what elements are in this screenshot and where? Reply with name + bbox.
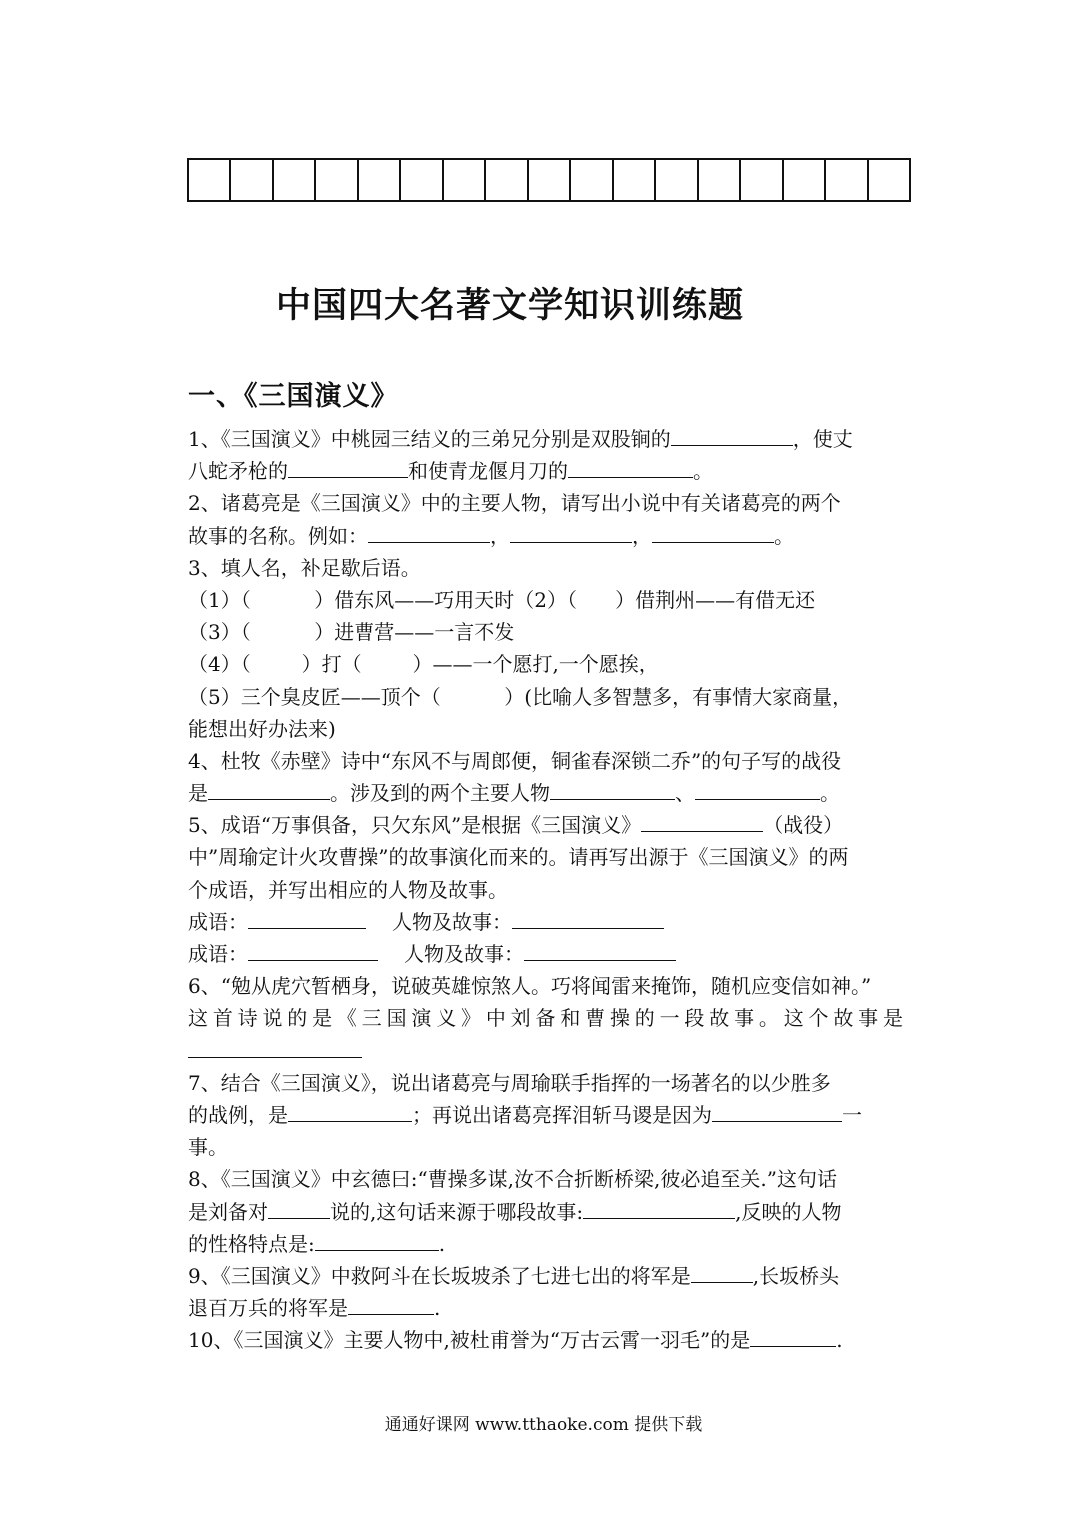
answer-blank[interactable]	[524, 938, 676, 961]
box-cell	[571, 160, 613, 200]
section-heading: 一、《三国演义》	[188, 381, 399, 412]
text: 和使青龙偃月刀的	[408, 459, 568, 484]
text: 4、杜牧《赤壁》诗中“东风不与周郎便，铜雀春深锁二乔”的句子写的战役	[188, 748, 842, 773]
text: ,反映的人物	[735, 1199, 842, 1224]
text: （1）（ ）借东风——巧用天时（2）（ ）借荆州——有借无还	[188, 587, 816, 612]
box-cell	[826, 160, 868, 200]
text: 人物及故事：	[392, 909, 512, 934]
q5-line2	[188, 841, 903, 873]
text: 事。	[188, 1135, 228, 1160]
answer-blank[interactable]	[248, 906, 366, 929]
q3-line6	[188, 713, 903, 745]
text: ，	[490, 523, 510, 548]
box-cell	[359, 160, 401, 200]
text: 个成语，并写出相应的人物及故事。	[188, 877, 508, 902]
q3-line2	[188, 584, 903, 616]
q8-line1	[188, 1163, 903, 1195]
text: ,长坂桥头	[752, 1263, 840, 1288]
footer-credit: 通通好课网 www.tthaoke.com 提供下载	[384, 1415, 703, 1435]
page-title: 中国四大名著文学知识训练题	[275, 285, 744, 326]
text: .	[438, 1231, 446, 1256]
q8-line2	[188, 1196, 903, 1228]
question-body	[188, 423, 903, 1356]
text: 7、结合《三国演义》，说出诸葛亮与周瑜联手指挥的一场著名的以少胜多	[188, 1070, 831, 1095]
answer-blank[interactable]	[583, 1196, 735, 1219]
text: 是	[188, 781, 208, 806]
answer-blank[interactable]	[288, 455, 408, 478]
text: 8、《三国演义》中玄德曰:“曹操多谋,汝不合折断桥梁,彼必追至关.”这句话	[188, 1167, 837, 1192]
q1-line2	[188, 455, 903, 487]
q7-line1	[188, 1067, 903, 1099]
q2-line2	[188, 520, 903, 552]
box-cell	[274, 160, 316, 200]
box-cell	[444, 160, 486, 200]
q5-line1	[188, 809, 903, 841]
text: 10、《三国演义》主要人物中,被杜甫誉为“万古云霄一羽毛”的是	[188, 1328, 751, 1353]
text: 退百万兵的将军是	[188, 1296, 348, 1321]
answer-blank[interactable]	[268, 1196, 330, 1219]
answer-blank[interactable]	[512, 906, 664, 929]
q8-line3	[188, 1228, 903, 1260]
q1-line1	[188, 423, 903, 455]
text: 。	[774, 523, 794, 548]
q3-line3	[188, 616, 903, 648]
box-cell	[316, 160, 358, 200]
q10-line1	[188, 1324, 903, 1356]
text: （战役）	[763, 813, 844, 838]
box-cell	[529, 160, 571, 200]
text: 这首诗说的是《三国演义》中刘备和曹操的一段故事。这个故事是	[188, 1006, 903, 1031]
text: 3、填人名，补足歇后语。	[188, 555, 421, 580]
answer-blank[interactable]	[510, 520, 632, 543]
answer-blank[interactable]	[568, 455, 693, 478]
answer-blank[interactable]	[248, 938, 378, 961]
answer-blank[interactable]	[671, 423, 793, 446]
answer-blank[interactable]	[208, 777, 330, 800]
text: 中”周瑜定计火攻曹操”的故事演化而来的。请再写出源于《三国演义》的两	[188, 845, 849, 870]
box-cell	[231, 160, 273, 200]
text: 能想出好办法来)	[188, 716, 336, 741]
box-cell	[741, 160, 783, 200]
box-cell	[486, 160, 528, 200]
q6-line2	[188, 1002, 903, 1034]
text: 一	[842, 1102, 862, 1127]
q5-idiom1	[188, 906, 903, 938]
box-cell	[401, 160, 443, 200]
answer-blank[interactable]	[550, 777, 675, 800]
text: （5）三个臭皮匠——顶个（ ）(比喻人多智慧多，有事情大家商量，	[188, 684, 853, 709]
text: ；再说出诸葛亮挥泪斩马谡是因为	[412, 1102, 712, 1127]
text: 是刘备对	[188, 1199, 268, 1224]
q7-line2	[188, 1099, 903, 1131]
text: 1、《三国演义》中桃园三结义的三弟兄分别是双股锏的	[188, 427, 671, 451]
box-cell	[656, 160, 698, 200]
q4-line1	[188, 745, 903, 777]
answer-blank[interactable]	[750, 1324, 836, 1347]
text: 人物及故事：	[404, 942, 524, 966]
box-cell	[699, 160, 741, 200]
q3-line5	[188, 681, 903, 713]
answer-blank[interactable]	[695, 777, 820, 800]
text: 故事的名称。例如：	[188, 523, 368, 548]
box-cell	[614, 160, 656, 200]
box-cell	[189, 160, 231, 200]
box-cell	[869, 160, 909, 200]
q4-line2	[188, 777, 903, 809]
text: 。	[820, 781, 840, 806]
answer-blank[interactable]	[641, 809, 763, 832]
q2-line1	[188, 487, 903, 519]
text: （4）（ ）打（ ）——一个愿打,一个愿挨，	[188, 652, 659, 677]
name-box-grid	[187, 158, 911, 202]
q7-line3	[188, 1131, 903, 1163]
text: 说的,这句话来源于哪段故事:	[330, 1199, 584, 1224]
answer-blank[interactable]	[315, 1228, 439, 1251]
text: ，	[632, 523, 652, 548]
answer-blank[interactable]	[652, 520, 774, 543]
text: 、	[675, 781, 695, 806]
text: 9、《三国演义》中救阿斗在长坂坡杀了七进七出的将军是	[188, 1263, 691, 1288]
text: 的战例，是	[188, 1102, 288, 1127]
text: 5、成语“万事俱备，只欠东风”是根据《三国演义》	[188, 813, 642, 838]
text: 八蛇矛枪的	[188, 459, 288, 484]
answer-blank[interactable]	[188, 1035, 362, 1058]
text: ，使丈	[792, 427, 853, 451]
answer-blank[interactable]	[691, 1260, 753, 1283]
text: （3）（ ）进曹营——一言不发	[188, 620, 515, 645]
answer-blank[interactable]	[348, 1292, 434, 1315]
q6-line3	[188, 1035, 903, 1067]
text: 。涉及到的两个主要人物	[330, 781, 550, 806]
q9-line1	[188, 1260, 903, 1292]
text: 的性格特点是:	[188, 1231, 315, 1256]
answer-blank[interactable]	[712, 1099, 842, 1122]
q3-line1	[188, 552, 903, 584]
text: 成语：	[188, 942, 248, 966]
answer-blank[interactable]	[368, 520, 490, 543]
text: 2、诸葛亮是《三国演义》中的主要人物，请写出小说中有关诸葛亮的两个	[188, 491, 841, 516]
q5-line3	[188, 874, 903, 906]
answer-blank[interactable]	[288, 1099, 412, 1122]
text: .	[434, 1296, 441, 1321]
text: 成语：	[188, 909, 248, 934]
q5-idiom2	[188, 938, 903, 970]
box-cell	[784, 160, 826, 200]
text: .	[836, 1328, 843, 1353]
q6-line1	[188, 970, 903, 1002]
q9-line2	[188, 1292, 903, 1324]
text: 。	[693, 459, 713, 484]
text: 6、“勉从虎穴暂栖身，说破英雄惊煞人。巧将闻雷来掩饰，随机应变信如神。”	[188, 974, 872, 999]
q3-line4	[188, 648, 903, 680]
